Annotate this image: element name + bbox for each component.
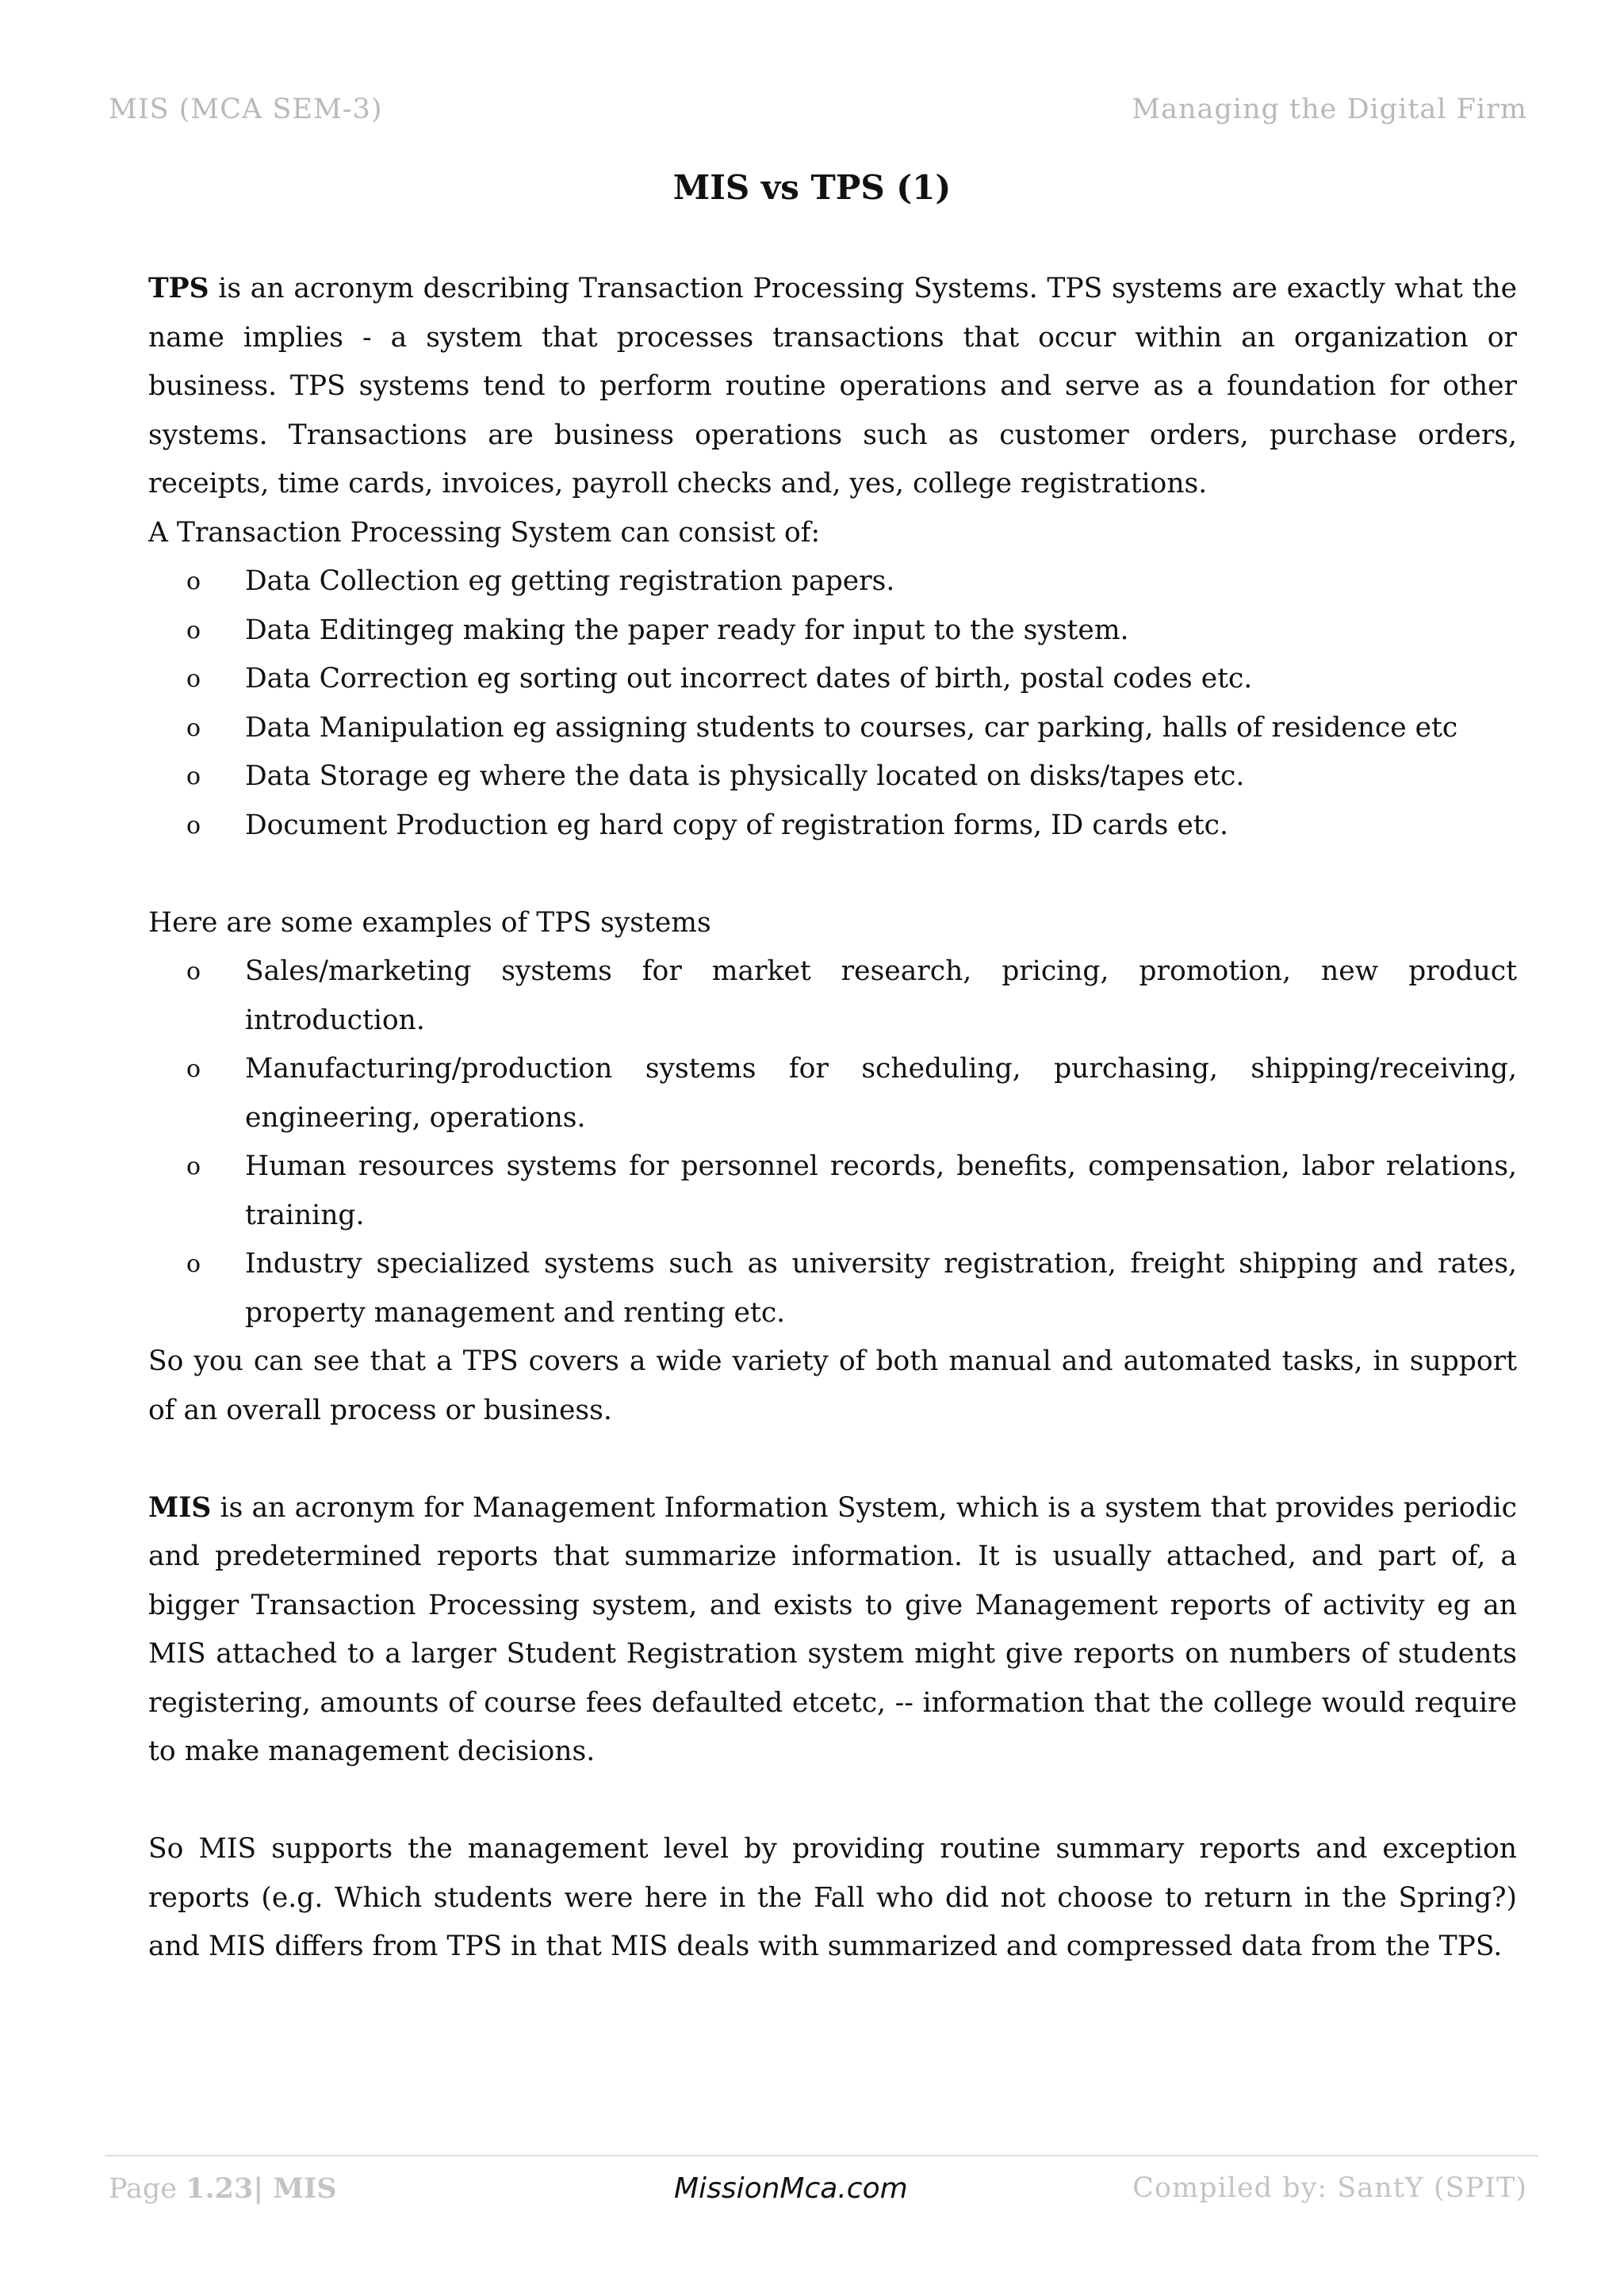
- bullet-icon: o: [186, 568, 201, 595]
- bullet-icon: o: [186, 616, 201, 645]
- consist-heading: A Transaction Processing System can consist of:: [148, 516, 821, 549]
- mis-intro-text: is an acronym for Management Information System, which is a system that provides periodic and predetermined reports that summarize information. It is usually attached, and part of, a bigger Transaction Processing system, and exists to give Management reports of activity eg an MIS attached to a larger Student Registration system might give reports on numbers of students registering, amounts of course fees defaulted etcetc, -- information that the college would require to make management decisions.: [148, 1491, 1517, 1767]
- consist-list: [148, 557, 1517, 850]
- list-item-text: Manufacturing/production systems for scheduling, purchasing, shipping/receiving, engineering, operations.: [245, 1053, 1517, 1134]
- bullet-icon: o: [186, 665, 201, 693]
- bullet-icon: o: [186, 1250, 201, 1278]
- spacer: [148, 1777, 1517, 1826]
- mis-intro-paragraph: [148, 1484, 1517, 1777]
- list-item: [148, 802, 1517, 851]
- list-item: [148, 704, 1517, 753]
- list-item-text: Data Collection eg getting registration papers.: [245, 565, 895, 597]
- header-right: Managing the Digital Firm: [1132, 94, 1527, 125]
- list-item: [148, 557, 1517, 607]
- list-item-text: Industry specialized systems such as university registration, freight shipping and rates, property management and renting etc.: [245, 1248, 1517, 1329]
- list-item: [148, 1142, 1517, 1240]
- mis-summary-paragraph: So MIS supports the management level by providing routine summary reports and exception reports (e.g. Which students were here in the Fall who did not choose to return in the Spring?) and MIS differs from TPS in that MIS deals with summarized and compressed data from the TPS.: [148, 1833, 1517, 1962]
- list-item-text: Data Editingeg making the paper ready for input to the system.: [245, 614, 1129, 646]
- bullet-icon: o: [186, 763, 201, 790]
- page-suffix: | MIS: [253, 2172, 337, 2205]
- bullet-icon: o: [186, 1153, 201, 1181]
- bullet-icon: o: [186, 958, 201, 985]
- list-item: [148, 1240, 1517, 1337]
- list-item-text: Data Storage eg where the data is physically located on disks/tapes etc.: [245, 760, 1245, 792]
- list-item: [148, 607, 1517, 656]
- mis-term: MIS: [148, 1491, 212, 1524]
- footer-divider: [105, 2155, 1538, 2156]
- spacer: [148, 1435, 1517, 1484]
- list-item-text: Data Manipulation eg assigning students to courses, car parking, halls of residence etc: [245, 711, 1458, 744]
- list-item: [148, 752, 1517, 802]
- site-logo: MissionMca.com: [674, 2172, 908, 2205]
- bullet-icon: o: [186, 1055, 201, 1083]
- list-item: [148, 655, 1517, 704]
- page-title: MIS vs TPS (1): [672, 168, 952, 207]
- page-prefix: Page: [109, 2173, 186, 2205]
- bullet-icon: o: [186, 811, 201, 840]
- list-item: [148, 947, 1517, 1045]
- bullet-icon: o: [186, 714, 201, 742]
- examples-list: [148, 947, 1517, 1337]
- list-item-text: Sales/marketing systems for market research, pricing, promotion, new product introduction.: [245, 955, 1517, 1036]
- spacer: [148, 850, 1517, 899]
- footer-compiled-by: Compiled by: SantY (SPIT): [1132, 2172, 1527, 2204]
- tps-summary-paragraph: So you can see that a TPS covers a wide variety of both manual and automated tasks, in support of an overall process or business.: [148, 1345, 1517, 1426]
- page-number: 1.23: [186, 2172, 254, 2205]
- list-item-text: Document Production eg hard copy of registration forms, ID cards etc.: [245, 809, 1228, 841]
- examples-heading: Here are some examples of TPS systems: [148, 906, 711, 939]
- header-left: MIS (MCA SEM-3): [109, 94, 383, 125]
- tps-intro-text: is an acronym describing Transaction Processing Systems. TPS systems are exactly what the name implies - a system that processes transactions that occur within an organization or business. TPS systems tend to perform routine operations and serve as a foundation for other systems. Transactions are business operations such as customer orders, purchase orders, receipts, time cards, invoices, payroll checks and, yes, college registrations.: [148, 273, 1517, 499]
- list-item: [148, 1045, 1517, 1142]
- document-body: [148, 265, 1517, 1972]
- tps-intro-paragraph: [148, 265, 1517, 509]
- footer-page-label: [109, 2172, 337, 2205]
- tps-term: TPS: [148, 273, 209, 304]
- list-item-text: Human resources systems for personnel records, benefits, compensation, labor relations, training.: [245, 1150, 1517, 1231]
- list-item-text: Data Correction eg sorting out incorrect dates of birth, postal codes etc.: [245, 663, 1253, 695]
